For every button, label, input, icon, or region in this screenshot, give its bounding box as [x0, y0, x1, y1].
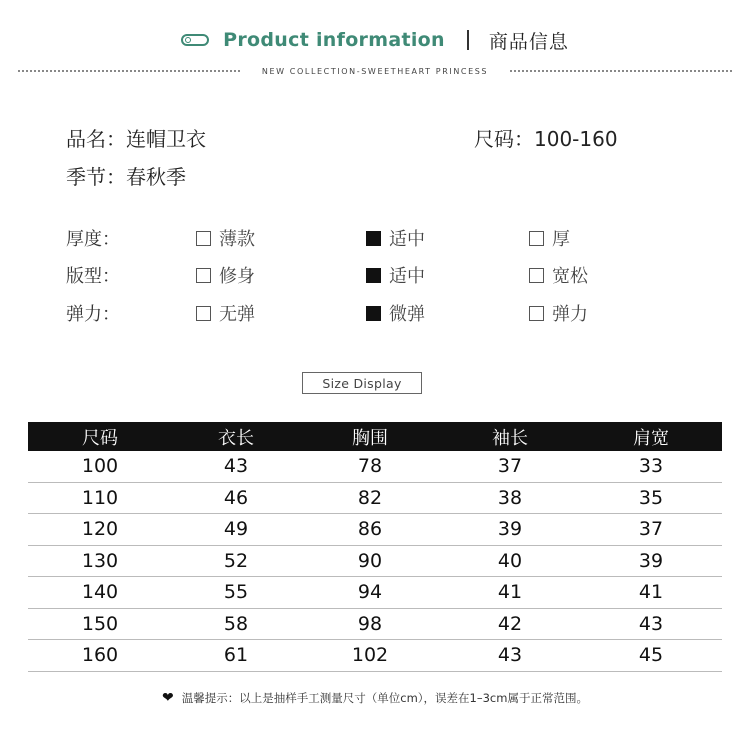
table-cell: 140	[81, 581, 119, 604]
table-cell: 110	[81, 486, 119, 509]
table-cell: 43	[223, 455, 249, 478]
table-cell: 43	[497, 644, 523, 667]
attr-option	[196, 225, 255, 251]
table-cell: 150	[81, 612, 119, 635]
table-cell: 41	[638, 581, 664, 604]
table-cell: 78	[357, 455, 383, 478]
table-cell: 43	[638, 612, 664, 635]
attr-option	[196, 300, 255, 326]
attr-option-label: 修身	[219, 266, 255, 287]
attr-option	[366, 225, 425, 251]
attr-label: 版型：	[66, 266, 120, 287]
checkbox-icon	[366, 231, 381, 246]
table-header-cell: 衣长	[218, 427, 254, 449]
table-cell: 37	[497, 455, 523, 478]
table-cell: 39	[638, 549, 664, 572]
table-row	[28, 483, 722, 515]
attr-row-fit	[66, 262, 686, 290]
table-header-cell: 胸围	[352, 427, 388, 449]
table-cell: 160	[81, 644, 119, 667]
table-cell: 38	[497, 486, 523, 509]
table-cell: 61	[223, 644, 249, 667]
table-cell: 42	[497, 612, 523, 635]
table-cell: 55	[223, 581, 249, 604]
table-row	[28, 609, 722, 641]
header-title-en: Product information	[223, 29, 445, 51]
table-header-cell: 袖长	[492, 427, 528, 449]
attr-option-label: 薄款	[219, 229, 255, 250]
checkbox-icon	[196, 231, 211, 246]
attr-option-label: 厚	[552, 229, 570, 250]
attr-row-elasticity	[66, 300, 686, 328]
table-cell: 37	[638, 518, 664, 541]
table-cell: 41	[497, 581, 523, 604]
table-cell: 52	[223, 549, 249, 572]
subtitle-row	[18, 64, 732, 78]
checkbox-icon	[529, 231, 544, 246]
checkbox-icon	[366, 268, 381, 283]
attr-option-label: 微弹	[389, 304, 425, 325]
attr-option	[529, 262, 588, 288]
table-cell: 120	[81, 518, 119, 541]
header-divider	[467, 30, 469, 50]
product-name: 品名：连帽卫衣	[66, 127, 206, 151]
table-cell: 130	[81, 549, 119, 572]
table-cell: 58	[223, 612, 249, 635]
table-header	[28, 422, 722, 451]
size-display-label: Size Display	[302, 372, 422, 394]
attr-option	[366, 300, 425, 326]
table-cell: 35	[638, 486, 664, 509]
table-row	[28, 546, 722, 578]
table-header-cell: 肩宽	[633, 427, 669, 449]
attr-label: 厚度：	[66, 229, 120, 250]
table-row	[28, 577, 722, 609]
table-cell: 100	[81, 455, 119, 478]
product-season: 季节：春秋季	[66, 165, 186, 189]
subtitle: NEW COLLECTION-SWEETHEART PRINCESS	[261, 66, 489, 76]
table-row	[28, 640, 722, 672]
attr-option-label: 无弹	[219, 304, 255, 325]
attr-option	[196, 262, 255, 288]
header-title-cn: 商品信息	[488, 30, 569, 53]
table-cell: 90	[357, 549, 383, 572]
attr-option	[366, 262, 425, 288]
table-header-cell: 尺码	[82, 427, 118, 449]
checkbox-icon	[196, 268, 211, 283]
checkbox-icon	[529, 306, 544, 321]
attr-option-label: 适中	[389, 266, 425, 287]
attr-option-label: 宽松	[552, 266, 588, 287]
checkbox-icon	[529, 268, 544, 283]
heart-icon: ❤	[162, 690, 174, 706]
table-row	[28, 451, 722, 483]
footer-note-text: 温馨提示：以上是抽样手工测量尺寸（单位cm），误差在1–3cm属于正常范围。	[181, 691, 588, 705]
checkbox-icon	[196, 306, 211, 321]
table-row	[28, 514, 722, 546]
size-table	[28, 422, 722, 672]
table-cell: 46	[223, 486, 249, 509]
table-cell: 98	[357, 612, 383, 635]
table-cell: 102	[351, 644, 389, 667]
attr-option-label: 弹力	[552, 304, 588, 325]
table-cell: 86	[357, 518, 383, 541]
dotted-line-left	[18, 70, 240, 72]
product-size-range: 尺码：100-160	[474, 127, 618, 151]
table-cell: 82	[357, 486, 383, 509]
attr-option	[529, 300, 588, 326]
header	[0, 22, 750, 58]
footer-note	[0, 690, 750, 706]
table-cell: 40	[497, 549, 523, 572]
dotted-line-right	[510, 70, 732, 72]
attr-row-thickness	[66, 225, 686, 253]
table-cell: 33	[638, 455, 664, 478]
table-cell: 94	[357, 581, 383, 604]
attr-option-label: 适中	[389, 229, 425, 250]
pill-toggle-icon	[181, 34, 209, 46]
table-cell: 39	[497, 518, 523, 541]
table-cell: 45	[638, 644, 664, 667]
table-cell: 49	[223, 518, 249, 541]
attr-label: 弹力：	[66, 304, 120, 325]
checkbox-icon	[366, 306, 381, 321]
attr-option	[529, 225, 570, 251]
